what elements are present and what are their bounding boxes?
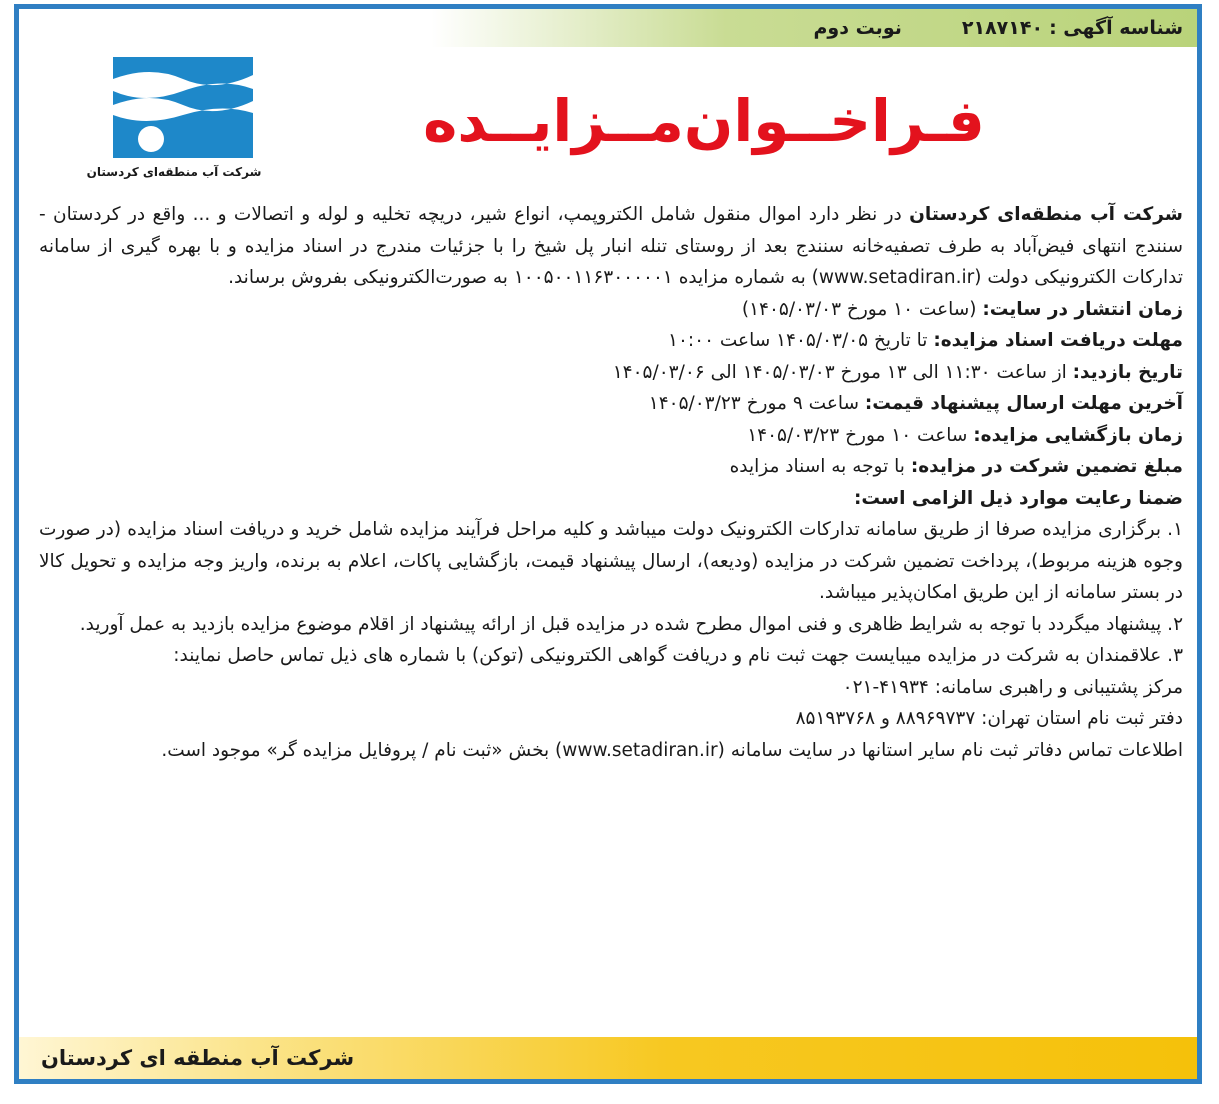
detail-row [39, 388, 1183, 420]
detail-label: زمان انتشار در سایت: [982, 298, 1183, 320]
detail-row [39, 451, 1183, 483]
detail-row [39, 294, 1183, 326]
detail-value: از ساعت ۱۱:۳۰ الی ۱۳ مورخ ۱۴۰۵/۰۳/۰۳ الی ۱۴۰۵/۰۳/۰۶ [612, 361, 1073, 383]
footer-company: شرکت آب منطقه ای کردستان [41, 1046, 355, 1070]
note-item: ۲. پیشنهاد میگردد با توجه به شرایط ظاهری و فنی اموال مطرح شده در مزایده قبل از ارائه پیشنهاد از اقلام موضوع مزایده بازدید به عمل آورید. [79, 613, 1183, 635]
notice-title: فـراخــوان‌مــزایــده [423, 87, 985, 155]
note-item: ۳. علاقمندان به شرکت در مزایده میبایست جهت ثبت نام و دریافت گواهی الکترونیکی (توکن) با شماره های ذیل تماس حاصل نمایند: [173, 645, 1183, 666]
detail-label: زمان بازگشایی مزایده: [973, 424, 1183, 446]
detail-row [39, 325, 1183, 357]
company-name: شرکت آب منطقه‌ای کردستان [909, 204, 1183, 225]
notes-heading: ضمنا رعایت موارد ذیل الزامی است: [853, 487, 1183, 509]
notice-id-label: شناسه آگهی : [1049, 17, 1183, 39]
detail-label: مهلت دریافت اسناد مزایده: [933, 330, 1183, 351]
detail-label: مبلغ تضمین شرکت در مزایده: [910, 456, 1183, 477]
auction-notice [14, 4, 1202, 1084]
footer-bar [19, 1037, 1197, 1079]
detail-value: تا تاریخ ۱۴۰۵/۰۳/۰۵ ساعت ۱۰:۰۰ [668, 330, 934, 351]
logo-caption: شرکت آب منطقه‌ای کردستان [86, 165, 262, 179]
detail-value: ساعت ۱۰ مورخ ۱۴۰۵/۰۳/۲۳ [747, 424, 974, 446]
detail-label: آخرین مهلت ارسال پیشنهاد قیمت: [864, 393, 1183, 414]
notice-round: نوبت دوم [813, 17, 902, 39]
detail-value: (ساعت ۱۰ مورخ ۱۴۰۵/۰۳/۰۳) [741, 298, 983, 320]
intro-paragraph [39, 199, 1183, 294]
contact-line: دفتر ثبت نام استان تهران: ۸۸۹۶۹۷۳۷ و ۸۵۱۹۳۷۶۸ [795, 708, 1183, 729]
notice-body [39, 199, 1183, 766]
detail-value: ساعت ۹ مورخ ۱۴۰۵/۰۳/۲۳ [648, 393, 865, 414]
intro-text: در نظر دارد اموال منقول شامل الکتروپمپ، انواع شیر، دریچه تخلیه و لوله و اتصالات و ... واقع در کردستان - سنندج انتهای فیض‌آباد به طرف تصفیه‌خانه سنندج بعد از روستای تنله انبار پل شیخ را با جزئیات مندرج در اسناد مزایده و با بهره گیری از سامانه تدارکات الکترونیکی دولت (www.setadiran.ir) به شماره مزایده ۱۰۰۵۰۰۱۱۶۳۰۰۰۰۰۱ به صورت‌الکترونیکی بفروش برساند. [39, 204, 1183, 288]
detail-row [39, 357, 1183, 389]
note-item: ۱. برگزاری مزایده صرفا از طریق سامانه تدارکات الکترونیک دولت میباشد و کلیه مراحل فرآیند مزایده شامل خرید و دریافت اسناد مزایده (در صورت وجوه هزینه مربوط)، پرداخت تضمین شرکت در مزایده (ودیعه)، ارسال پیشنهاد قیمت، بازگشایی پاکات، اعلام به برنده، واریز وجه مزایده و تحویل کالا در بستر سامانه از این طریق امکان‌پذیر میباشد. [39, 519, 1183, 603]
notice-id-value: ۲۱۸۷۱۴۰ [961, 17, 1044, 39]
notice-header-bar [19, 9, 1197, 47]
detail-value: با توجه به اسناد مزایده [729, 456, 911, 477]
contact-line: مرکز پشتیبانی و راهبری سامانه: ۴۱۹۳۴-۰۲۱ [842, 676, 1183, 698]
detail-label: تاریخ بازدید: [1072, 361, 1183, 383]
detail-row [39, 420, 1183, 452]
contact-line: اطلاعات تماس دفاتر ثبت نام سایر استانها در سایت سامانه (www.setadiran.ir) بخش «ثبت نام / پروفایل مزایده گر» موجود است. [161, 739, 1183, 761]
